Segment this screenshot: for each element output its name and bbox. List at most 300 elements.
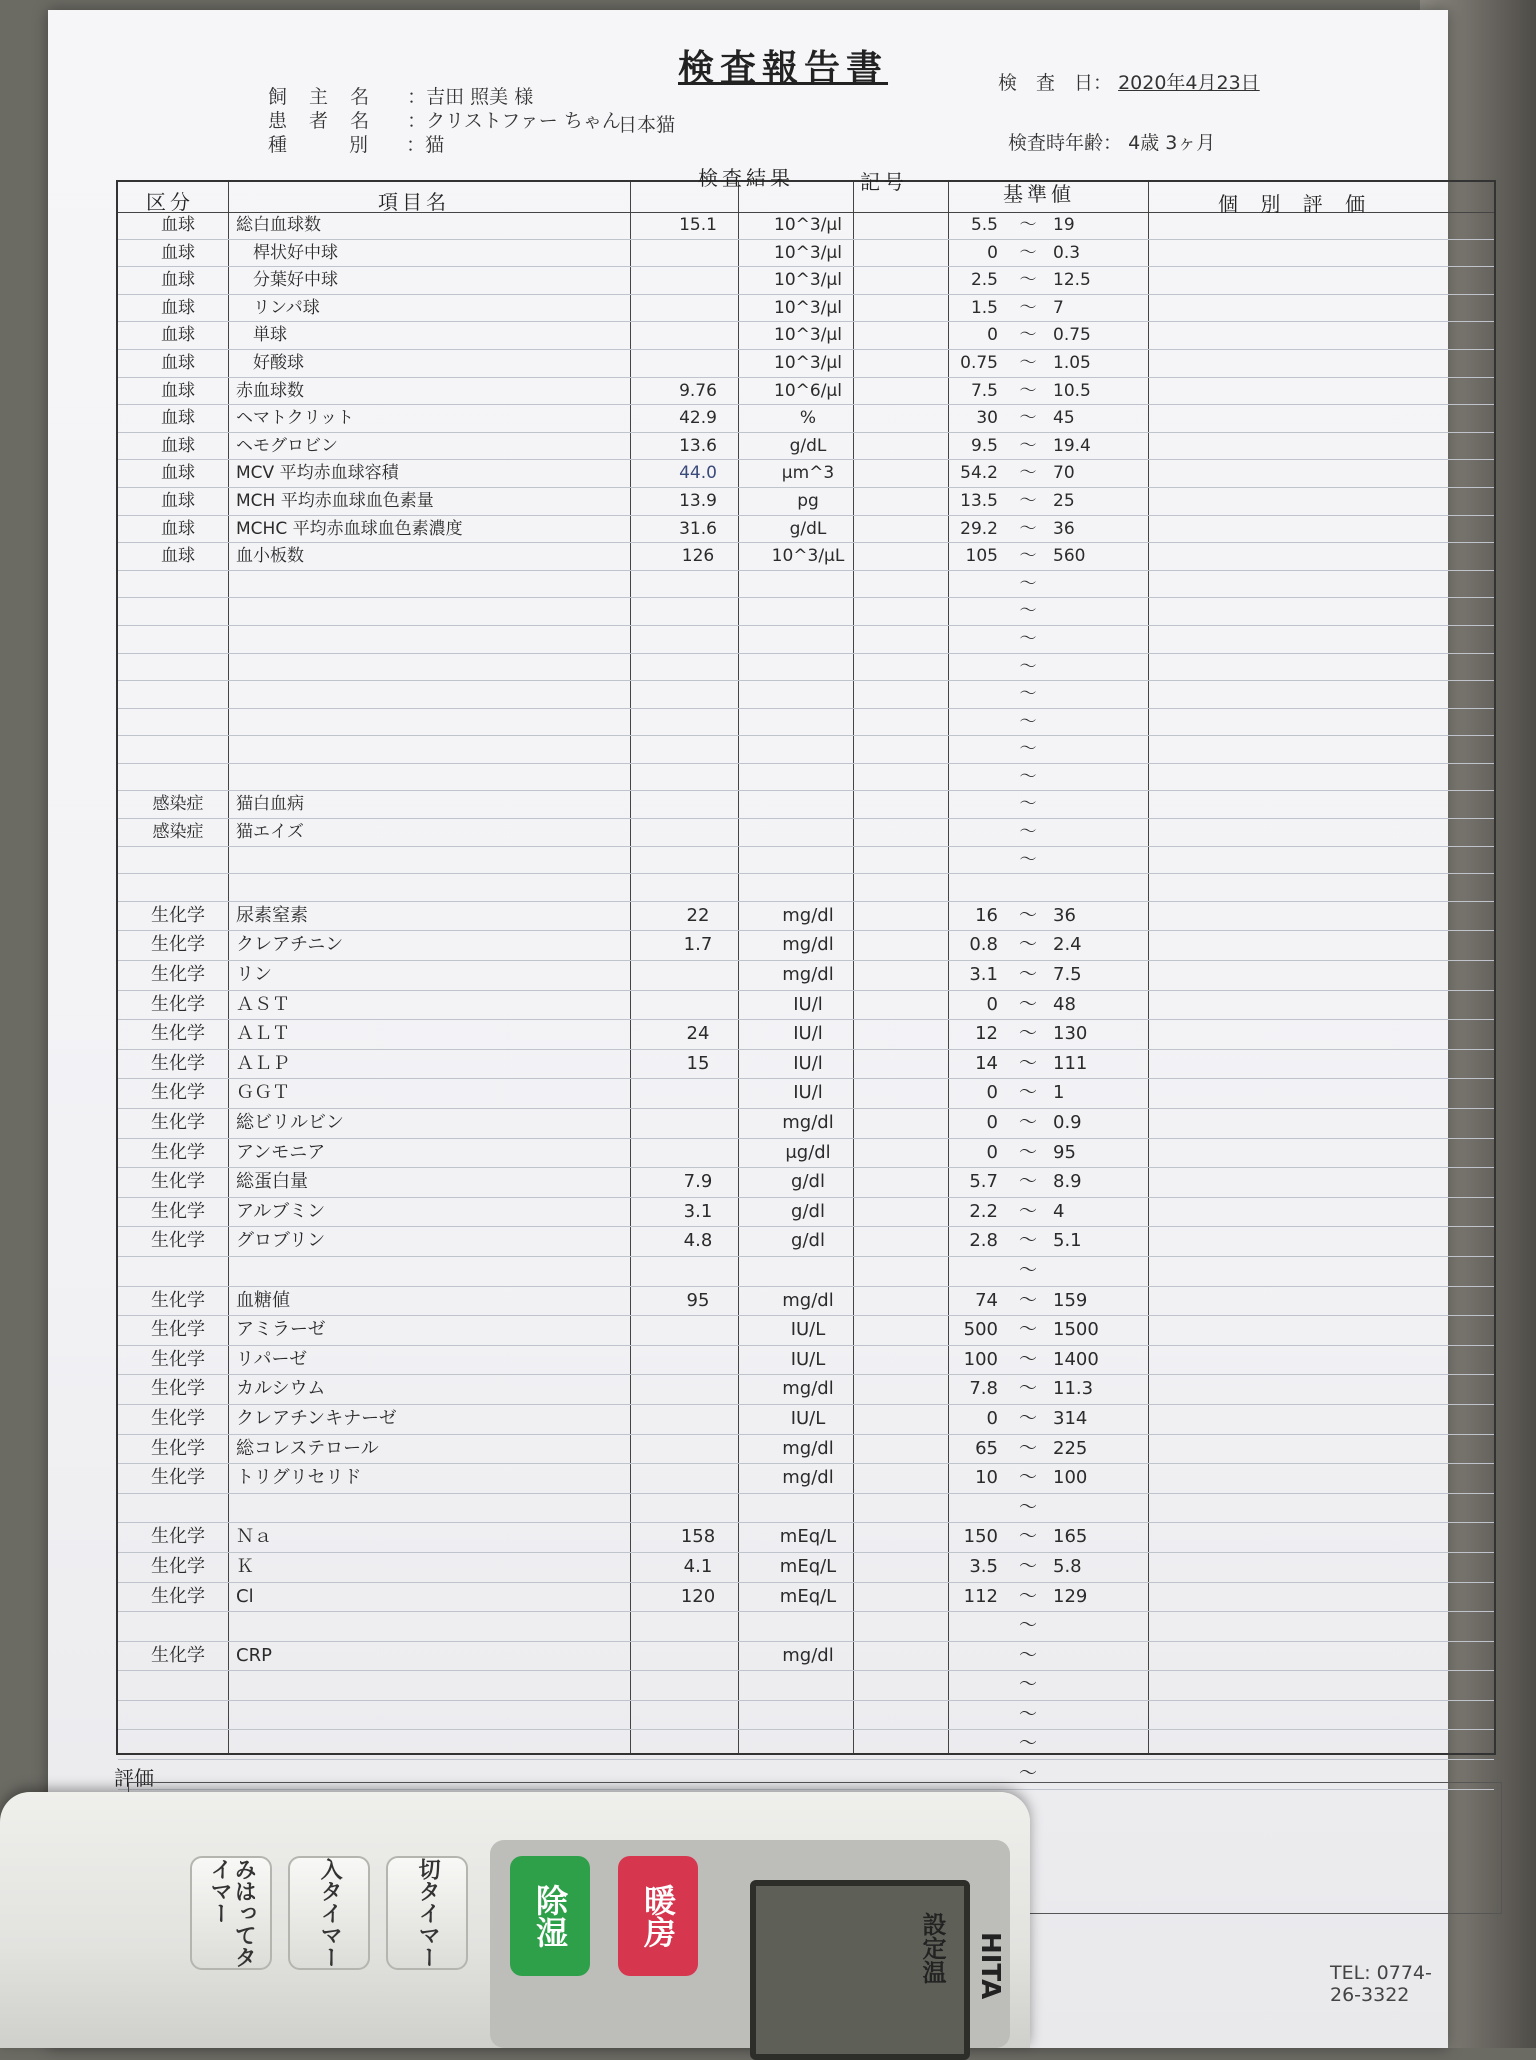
table-row xyxy=(118,1701,1494,1731)
ref-high-cell: 7 xyxy=(1053,297,1064,318)
owner-row xyxy=(268,82,533,109)
category-cell: 血球 xyxy=(161,408,195,429)
category-cell: 生化学 xyxy=(151,1437,205,1459)
ref-low-cell: 3.1 xyxy=(969,964,998,986)
ref-high-cell: 45 xyxy=(1053,408,1075,429)
ref-low-cell: 0.75 xyxy=(960,352,998,373)
ref-low-cell: 500 xyxy=(963,1319,998,1341)
air-conditioner-remote xyxy=(0,1792,1030,2048)
item-cell: 単球 xyxy=(236,325,287,346)
ref-tilde-cell: 〜 xyxy=(1019,297,1037,318)
table-row xyxy=(118,902,1494,932)
unit-cell: g/dL xyxy=(789,435,827,456)
ref-low-cell: 2.8 xyxy=(969,1230,998,1252)
ref-tilde-cell: 〜 xyxy=(1019,352,1037,373)
ref-tilde-cell: 〜 xyxy=(1019,934,1037,956)
result-cell: 15 xyxy=(686,1052,710,1074)
ref-tilde-cell: 〜 xyxy=(1019,1555,1037,1577)
item-cell: アミラーゼ xyxy=(236,1319,326,1341)
table-row xyxy=(118,1494,1494,1524)
table-row xyxy=(118,819,1494,847)
table-row xyxy=(118,240,1494,268)
item-cell: アンモニア xyxy=(236,1141,326,1163)
results-table xyxy=(116,166,1496,1785)
brand-logo: HITA xyxy=(975,1932,1005,2000)
ref-low-cell: 29.2 xyxy=(960,518,998,539)
item-cell: クレアチニン xyxy=(236,934,344,956)
result-rows xyxy=(118,212,1494,1790)
unit-cell: mg/dl xyxy=(782,1437,834,1459)
table-row xyxy=(118,322,1494,350)
category-cell: 血球 xyxy=(161,546,195,567)
ref-high-cell: 19 xyxy=(1053,215,1075,235)
unit-cell: 10^3/μl xyxy=(774,297,842,318)
patient-label: 患 者 名 xyxy=(268,110,378,132)
unit-cell: 10^3/μL xyxy=(771,546,845,567)
unit-cell: μm^3 xyxy=(781,463,835,484)
result-cell: 13.9 xyxy=(679,490,717,511)
ref-tilde-cell: 〜 xyxy=(1019,822,1037,843)
result-cell: 95 xyxy=(686,1289,710,1311)
result-cell: 42.9 xyxy=(679,408,717,429)
item-cell: ＧＧＴ xyxy=(236,1082,290,1104)
ref-high-cell: 159 xyxy=(1053,1289,1088,1311)
ref-tilde-cell: 〜 xyxy=(1019,1437,1037,1459)
category-cell: 血球 xyxy=(161,215,195,235)
ref-tilde-cell: 〜 xyxy=(1019,1644,1037,1666)
ref-high-cell: 95 xyxy=(1053,1141,1076,1163)
category-cell: 生化学 xyxy=(151,993,205,1015)
blood-section xyxy=(118,212,1494,902)
table-row xyxy=(118,543,1494,571)
exam-date-row xyxy=(998,68,1260,95)
ref-tilde-cell: 〜 xyxy=(1019,684,1037,705)
unit-cell: g/dl xyxy=(791,1230,825,1252)
table-row xyxy=(118,1375,1494,1405)
ref-tilde-cell: 〜 xyxy=(1019,1023,1037,1045)
item-cell: 好酸球 xyxy=(236,352,304,373)
category-cell: 生化学 xyxy=(151,1023,205,1045)
ref-tilde-cell: 〜 xyxy=(1019,766,1037,787)
item-cell: MCH 平均赤血球血色素量 xyxy=(236,490,434,511)
unit-cell: μg/dl xyxy=(785,1141,831,1163)
ref-low-cell: 14 xyxy=(975,1052,998,1074)
category-cell: 生化学 xyxy=(151,1171,205,1193)
table-row xyxy=(118,1198,1494,1228)
item-cell: 赤血球数 xyxy=(236,380,304,401)
table-row xyxy=(118,1405,1494,1435)
table-row xyxy=(118,1642,1494,1672)
item-cell: Ｎａ xyxy=(236,1526,272,1548)
set-temp-label: 設定温 xyxy=(918,1912,946,1984)
species-value: ：猫 xyxy=(406,134,445,156)
category-cell: 生化学 xyxy=(151,934,205,956)
category-cell: 感染症 xyxy=(152,822,204,843)
table-row xyxy=(118,709,1494,737)
ref-tilde-cell: 〜 xyxy=(1019,1141,1037,1163)
ref-low-cell: 2.2 xyxy=(969,1200,998,1222)
ref-high-cell: 4 xyxy=(1053,1200,1065,1222)
ref-low-cell: 16 xyxy=(975,904,998,926)
ref-low-cell: 0 xyxy=(987,325,998,346)
remote-btn-on-timer[interactable]: 入タイマー xyxy=(288,1856,370,1970)
result-cell: 126 xyxy=(681,546,715,567)
species-row xyxy=(268,130,444,157)
result-cell: 13.6 xyxy=(679,435,717,456)
ref-tilde-cell: 〜 xyxy=(1019,1200,1037,1222)
age-label: 検査時年齢： xyxy=(1008,132,1123,154)
ref-low-cell: 12 xyxy=(975,1023,998,1045)
phone-number: TEL: 0774-26-3322 xyxy=(1330,1962,1432,2006)
ref-tilde-cell: 〜 xyxy=(1019,1171,1037,1193)
ref-high-cell: 10.5 xyxy=(1053,380,1091,401)
ref-high-cell: 314 xyxy=(1053,1407,1088,1429)
header-evaluation: 個 別 評 価 xyxy=(1218,192,1374,216)
result-cell: 44.0 xyxy=(679,463,717,484)
ref-low-cell: 65 xyxy=(975,1437,998,1459)
table-row xyxy=(118,991,1494,1021)
table-row xyxy=(118,571,1494,599)
item-cell: 総蛋白量 xyxy=(236,1171,308,1193)
unit-cell: mEq/L xyxy=(779,1555,837,1577)
table-row xyxy=(118,267,1494,295)
owner-label: 飼 主 名 xyxy=(268,86,378,108)
unit-cell: g/dl xyxy=(791,1171,825,1193)
category-cell: 血球 xyxy=(161,435,195,456)
ref-tilde-cell: 〜 xyxy=(1019,904,1037,926)
ref-low-cell: 1.5 xyxy=(970,297,998,318)
table-row xyxy=(118,1346,1494,1376)
item-cell: リン xyxy=(236,964,272,986)
unit-cell: IU/L xyxy=(790,1407,826,1429)
table-row xyxy=(118,1227,1494,1257)
table-row xyxy=(118,405,1494,433)
table-row xyxy=(118,1612,1494,1642)
patient-row xyxy=(268,106,621,133)
item-cell: アルブミン xyxy=(236,1200,326,1222)
ref-high-cell: 19.4 xyxy=(1053,435,1091,456)
ref-high-cell: 111 xyxy=(1053,1052,1088,1074)
table-row xyxy=(118,598,1494,626)
ref-low-cell: 74 xyxy=(975,1289,998,1311)
species-label: 種 別 xyxy=(268,134,377,156)
category-cell: 血球 xyxy=(161,297,195,318)
ref-high-cell: 129 xyxy=(1053,1585,1088,1607)
category-cell: 生化学 xyxy=(151,904,205,926)
table-row xyxy=(118,1287,1494,1317)
header-result: 検査結果 xyxy=(698,166,794,190)
category-cell: 血球 xyxy=(161,270,195,291)
remote-btn-mihatte-timer[interactable]: みはってタイマー xyxy=(190,1856,272,1970)
ref-tilde-cell: 〜 xyxy=(1019,1407,1037,1429)
result-cell: 4.8 xyxy=(683,1230,713,1252)
category-cell: 生化学 xyxy=(151,1230,205,1252)
table-row xyxy=(118,1730,1494,1760)
table-row xyxy=(118,350,1494,378)
table-row xyxy=(118,1583,1494,1613)
ref-tilde-cell: 〜 xyxy=(1019,1052,1037,1074)
ref-tilde-cell: 〜 xyxy=(1019,1674,1037,1696)
unit-cell: 10^6/μl xyxy=(774,380,842,401)
owner-name: ：吉田 照美 様 xyxy=(407,86,534,108)
item-cell: MCHC 平均赤血球血色素濃度 xyxy=(236,518,463,539)
unit-cell: IU/l xyxy=(793,1052,823,1074)
ref-low-cell: 54.2 xyxy=(960,463,998,484)
unit-cell: mg/dl xyxy=(782,1289,834,1311)
ref-high-cell: 1500 xyxy=(1053,1319,1099,1341)
table-row xyxy=(118,961,1494,991)
result-cell: 9.76 xyxy=(679,380,717,401)
ref-tilde-cell: 〜 xyxy=(1019,325,1037,346)
result-cell: 4.1 xyxy=(683,1555,713,1577)
unit-cell: IU/L xyxy=(790,1319,826,1341)
category-cell: 生化学 xyxy=(151,1378,205,1400)
ref-high-cell: 0.9 xyxy=(1053,1112,1082,1133)
ref-low-cell: 0 xyxy=(987,242,998,263)
result-cell: 7.9 xyxy=(683,1171,713,1193)
unit-cell: mg/dl xyxy=(782,934,834,956)
category-cell: 感染症 xyxy=(152,794,204,815)
item-cell: ＡＬＴ xyxy=(236,1023,290,1045)
category-cell: 生化学 xyxy=(151,1052,205,1074)
table-row xyxy=(118,1139,1494,1169)
ref-low-cell: 100 xyxy=(963,1348,998,1370)
ref-tilde-cell: 〜 xyxy=(1019,573,1037,594)
result-cell: 158 xyxy=(680,1526,716,1548)
header-note: 記号 xyxy=(860,170,908,194)
category-cell: 生化学 xyxy=(151,1644,205,1666)
ref-high-cell: 11.3 xyxy=(1053,1378,1094,1400)
unit-cell: mg/dl xyxy=(782,1467,834,1489)
header-reference: 基準値 xyxy=(1003,182,1075,206)
table-row xyxy=(118,1109,1494,1139)
unit-cell: mEq/L xyxy=(779,1526,837,1548)
result-cell: 22 xyxy=(686,904,710,926)
item-cell: リンパ球 xyxy=(236,297,320,318)
category-cell: 血球 xyxy=(161,518,195,539)
ref-tilde-cell: 〜 xyxy=(1019,1230,1037,1252)
unit-cell: g/dl xyxy=(791,1200,825,1222)
ref-high-cell: 7.5 xyxy=(1053,964,1082,986)
table-row xyxy=(118,1168,1494,1198)
ref-tilde-cell: 〜 xyxy=(1019,1319,1037,1341)
ref-high-cell: 36 xyxy=(1053,904,1076,926)
ref-tilde-cell: 〜 xyxy=(1019,964,1037,986)
table-row xyxy=(118,378,1494,406)
table-row xyxy=(118,212,1494,240)
ref-tilde-cell: 〜 xyxy=(1019,1615,1037,1637)
ref-low-cell: 10 xyxy=(975,1467,998,1489)
ref-low-cell: 7.8 xyxy=(969,1378,998,1400)
table-row xyxy=(118,791,1494,819)
category-cell: 血球 xyxy=(161,242,195,263)
ref-tilde-cell: 〜 xyxy=(1019,463,1037,484)
ref-tilde-cell: 〜 xyxy=(1019,1082,1037,1104)
ref-tilde-cell: 〜 xyxy=(1019,711,1037,732)
item-cell: Cl xyxy=(236,1585,254,1607)
category-cell: 生化学 xyxy=(151,1348,205,1370)
ref-tilde-cell: 〜 xyxy=(1019,1585,1037,1607)
ref-high-cell: 1.05 xyxy=(1053,352,1091,373)
item-cell: トリグリセリド xyxy=(236,1467,362,1489)
unit-cell: 10^3/μl xyxy=(774,215,842,235)
table-row xyxy=(118,433,1494,461)
chemistry-section xyxy=(118,902,1494,1790)
header-item: 項目名 xyxy=(378,190,450,214)
ref-tilde-cell: 〜 xyxy=(1019,628,1037,649)
ref-high-cell: 0.75 xyxy=(1053,325,1091,346)
table-row xyxy=(118,1464,1494,1494)
category-cell: 血球 xyxy=(161,325,195,346)
ref-high-cell: 165 xyxy=(1053,1526,1088,1548)
ref-tilde-cell: 〜 xyxy=(1019,270,1037,291)
category-cell: 生化学 xyxy=(151,1585,205,1607)
table-row xyxy=(118,931,1494,961)
item-cell: 血小板数 xyxy=(236,546,304,567)
table-row xyxy=(118,488,1494,516)
ref-tilde-cell: 〜 xyxy=(1019,1467,1037,1489)
category-cell: 生化学 xyxy=(151,1082,205,1104)
ref-low-cell: 0 xyxy=(986,1141,998,1163)
ref-low-cell: 0 xyxy=(986,1112,998,1133)
ref-tilde-cell: 〜 xyxy=(1019,1348,1037,1370)
remote-btn-off-timer[interactable]: 切タイマー xyxy=(386,1856,468,1970)
ref-high-cell: 70 xyxy=(1053,463,1075,484)
exam-date-label: 検 査 日： xyxy=(998,72,1113,94)
ref-tilde-cell: 〜 xyxy=(1019,518,1037,539)
ref-high-cell: 1400 xyxy=(1053,1348,1099,1370)
item-cell: ＡＬＰ xyxy=(236,1052,290,1074)
unit-cell: mg/dl xyxy=(782,1644,834,1666)
category-cell: 生化学 xyxy=(151,1141,205,1163)
unit-cell: 10^3/μl xyxy=(774,270,842,291)
table-row xyxy=(118,295,1494,323)
ref-low-cell: 0 xyxy=(986,1407,998,1429)
item-cell: 総コレステロール xyxy=(236,1437,379,1459)
ref-tilde-cell: 〜 xyxy=(1019,242,1037,263)
table-row xyxy=(118,1435,1494,1465)
unit-cell: IU/l xyxy=(793,993,823,1015)
item-cell: ヘマトクリット xyxy=(236,408,354,429)
ref-tilde-cell: 〜 xyxy=(1019,1112,1037,1133)
ref-tilde-cell: 〜 xyxy=(1019,408,1037,429)
item-cell: 猫エイズ xyxy=(236,822,304,843)
ref-tilde-cell: 〜 xyxy=(1019,1496,1037,1518)
unit-cell: mEq/L xyxy=(779,1585,837,1607)
ref-high-cell: 48 xyxy=(1053,993,1076,1015)
category-cell: 生化学 xyxy=(151,1407,205,1429)
table-row xyxy=(118,1523,1494,1553)
unit-cell: mg/dl xyxy=(782,964,834,986)
ref-tilde-cell: 〜 xyxy=(1019,1763,1037,1785)
ref-low-cell: 0.8 xyxy=(969,934,998,956)
unit-cell: % xyxy=(799,408,817,429)
unit-cell: 10^3/μl xyxy=(774,352,842,373)
table-row xyxy=(118,626,1494,654)
unit-cell: 10^3/μl xyxy=(774,242,842,263)
item-cell: ヘモグロビン xyxy=(236,435,338,456)
unit-cell: mg/dl xyxy=(782,1112,834,1133)
ref-high-cell: 25 xyxy=(1053,490,1075,511)
ref-high-cell: 1 xyxy=(1053,1082,1065,1104)
item-cell: Ｋ xyxy=(236,1555,254,1577)
unit-cell: IU/l xyxy=(793,1023,823,1045)
category-cell: 血球 xyxy=(161,463,195,484)
ref-tilde-cell: 〜 xyxy=(1019,1733,1037,1755)
unit-cell: pg xyxy=(797,490,819,511)
ref-high-cell: 225 xyxy=(1053,1437,1088,1459)
ref-high-cell: 2.4 xyxy=(1053,934,1082,956)
unit-cell: IU/L xyxy=(790,1348,826,1370)
ref-high-cell: 8.9 xyxy=(1053,1171,1082,1193)
ref-tilde-cell: 〜 xyxy=(1019,1703,1037,1725)
ref-tilde-cell: 〜 xyxy=(1019,794,1037,815)
category-cell: 生化学 xyxy=(151,1319,205,1341)
table-row xyxy=(118,764,1494,792)
category-cell: 生化学 xyxy=(151,1526,205,1548)
ref-low-cell: 5.5 xyxy=(970,215,998,235)
category-cell: 生化学 xyxy=(151,1467,205,1489)
result-cell: 15.1 xyxy=(679,215,717,235)
table-row xyxy=(118,1257,1494,1287)
result-cell: 3.1 xyxy=(683,1200,713,1222)
heating-button[interactable]: 暖房 xyxy=(618,1856,698,1976)
table-row xyxy=(118,460,1494,488)
ref-high-cell: 130 xyxy=(1053,1023,1088,1045)
category-cell: 生化学 xyxy=(151,1200,205,1222)
breed: 日本猫 xyxy=(618,114,676,136)
ref-tilde-cell: 〜 xyxy=(1019,656,1037,677)
item-cell: グロブリン xyxy=(236,1230,326,1252)
table-row xyxy=(118,681,1494,709)
ref-tilde-cell: 〜 xyxy=(1019,739,1037,760)
report-title: 検査報告書 xyxy=(678,48,889,89)
ref-low-cell: 112 xyxy=(963,1585,998,1607)
category-cell: 生化学 xyxy=(151,1112,205,1133)
age-row xyxy=(1008,128,1215,155)
ref-tilde-cell: 〜 xyxy=(1019,1526,1037,1548)
item-cell: リパーゼ xyxy=(236,1348,308,1370)
category-cell: 生化学 xyxy=(151,964,205,986)
dehumidify-button[interactable]: 除湿 xyxy=(510,1856,590,1976)
item-cell: カルシウム xyxy=(236,1378,326,1400)
header-category: 区分 xyxy=(146,190,194,214)
report-sheet xyxy=(48,10,1448,2048)
ref-tilde-cell: 〜 xyxy=(1019,1378,1037,1400)
ref-low-cell: 2.5 xyxy=(970,270,998,291)
ref-high-cell: 36 xyxy=(1053,518,1075,539)
ref-low-cell: 0 xyxy=(986,993,998,1015)
result-cell: 31.6 xyxy=(679,518,717,539)
ref-low-cell: 3.5 xyxy=(969,1555,998,1577)
ref-low-cell: 5.7 xyxy=(969,1171,998,1193)
ref-tilde-cell: 〜 xyxy=(1019,490,1037,511)
ref-high-cell: 100 xyxy=(1053,1467,1088,1489)
ref-low-cell: 150 xyxy=(963,1526,998,1548)
ref-tilde-cell: 〜 xyxy=(1019,380,1037,401)
table-row xyxy=(118,654,1494,682)
ref-high-cell: 560 xyxy=(1053,546,1086,567)
unit-cell: IU/l xyxy=(793,1082,823,1104)
ref-tilde-cell: 〜 xyxy=(1019,1289,1037,1311)
item-cell: 総ビリルビン xyxy=(236,1112,344,1133)
ref-tilde-cell: 〜 xyxy=(1019,1259,1037,1281)
ref-tilde-cell: 〜 xyxy=(1019,546,1037,567)
ref-low-cell: 7.5 xyxy=(970,380,998,401)
ref-high-cell: 0.3 xyxy=(1053,242,1081,263)
item-cell: 分葉好中球 xyxy=(236,270,338,291)
evaluation-label: 評価 xyxy=(114,1766,154,1790)
